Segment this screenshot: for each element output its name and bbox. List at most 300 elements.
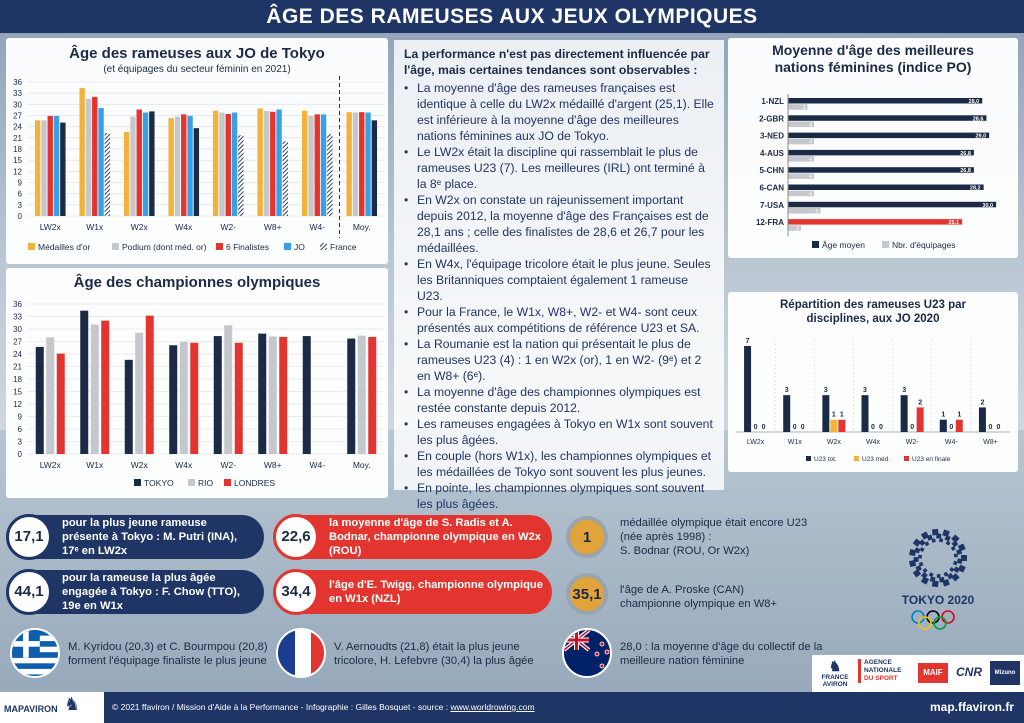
legend-swatch — [188, 479, 195, 486]
rowing-icon: ♞ — [64, 694, 81, 714]
bar-value: 1 — [839, 411, 844, 419]
emblem-tile — [953, 561, 957, 565]
legend-label: Médailles d'or — [38, 242, 91, 252]
tokyo-age-chart — [6, 38, 388, 264]
medal-u23-text — [620, 516, 807, 558]
medal-proske-text — [620, 583, 777, 611]
legend-swatch — [904, 456, 909, 461]
bar — [368, 337, 376, 454]
emblem-tile — [913, 557, 918, 562]
bar — [308, 116, 313, 216]
bar — [862, 395, 869, 432]
bar — [187, 116, 192, 216]
analysis-bullets — [404, 80, 716, 512]
y-tick-label: 18 — [13, 145, 22, 154]
legend-swatch — [806, 456, 811, 461]
champions-age-chart — [6, 268, 388, 498]
age-bar — [788, 219, 962, 225]
bar — [238, 135, 243, 216]
y-tick-label: 18 — [13, 375, 22, 384]
nation-label: 6-CAN — [759, 183, 784, 193]
bar-value: 1 — [831, 411, 836, 419]
legend-swatch — [28, 243, 35, 250]
age-value: 25,1 — [948, 220, 960, 227]
crew-value: 4 — [808, 191, 812, 198]
legend-swatch — [854, 456, 859, 461]
nation-label: 4-AUS — [759, 148, 784, 158]
bar — [180, 342, 188, 454]
bar — [979, 407, 986, 432]
bar-value: 1 — [941, 411, 946, 419]
y-tick-label: 33 — [13, 89, 22, 99]
crew-value: 4 — [808, 174, 812, 181]
fact-oldest — [8, 570, 264, 614]
y-tick-label: 36 — [13, 78, 22, 87]
legend-swatch — [882, 241, 889, 248]
bar-value: 3 — [902, 387, 907, 395]
bar — [48, 116, 53, 216]
legend-swatch — [812, 241, 819, 248]
x-tick-label: W1x — [86, 222, 104, 232]
brand-name: MAPAVIRON — [4, 704, 58, 714]
nation-label: 3-NED — [759, 131, 784, 141]
text-line: tricolore, H. Lefebvre (30,4) la plus âgée — [334, 655, 534, 667]
emblem-tile — [942, 529, 950, 537]
nation-label: 7-USA — [759, 200, 784, 210]
chart-title: Répartition des rameuses U23 par disciplines, aux JO 2020 — [780, 299, 966, 325]
bar — [346, 112, 351, 216]
bar — [257, 108, 262, 216]
bar — [137, 110, 142, 216]
x-tick-label: Moy. — [352, 222, 371, 232]
bar-value: 2 — [980, 399, 985, 407]
legend-label: Podium (dont méd. or) — [122, 242, 207, 252]
bar — [270, 112, 275, 216]
text-line: M. Kyridou (20,3) et C. Bourmpou (20,8) — [68, 641, 268, 653]
map-aviron-logo — [0, 692, 104, 723]
emblem-tile — [949, 567, 954, 572]
bar — [60, 123, 65, 216]
analysis-bullet: • En W4x, l'équipage tricolore était le plus jeune. Seules les Britanniques comptaient également 1 rameuse U23. — [404, 256, 716, 304]
bar — [181, 114, 186, 216]
bar-value: 0 — [800, 424, 805, 431]
bar — [36, 347, 44, 454]
sponsor-logos — [812, 655, 1024, 692]
bar-value: 1 — [957, 411, 962, 419]
emblem-tile — [946, 541, 951, 546]
legend-swatch — [216, 243, 223, 250]
x-tick-label: W2- — [905, 439, 919, 446]
logo-text: FRANCE — [821, 674, 849, 681]
x-tick-label: Moy. — [352, 460, 371, 470]
age-value: 28,2 — [969, 185, 981, 192]
bar-value: 0 — [753, 424, 758, 431]
logo-text: NATIONALE — [864, 667, 902, 674]
crew-value: 4 — [808, 139, 812, 146]
legend-label: U23 tot. — [814, 456, 837, 463]
y-tick-label: 12 — [13, 167, 22, 177]
tokyo-2020-logo — [888, 520, 988, 630]
y-tick-label: 30 — [13, 325, 22, 334]
age-bar — [788, 150, 974, 156]
bar — [365, 113, 370, 216]
ans-logo — [858, 659, 914, 683]
legend-label: 6 Finalistes — [226, 242, 269, 252]
ffaviron-logo — [816, 659, 854, 688]
bar — [327, 134, 332, 216]
analysis-bullet: • La moyenne d'âge des championnes olympiques est restée constante depuis 2012. — [404, 384, 716, 416]
bar — [41, 120, 46, 216]
x-tick-label: W8+ — [263, 222, 282, 232]
y-tick-label: 6 — [17, 425, 22, 434]
analysis-heading: La performance n'est pas directement influencée par l'âge, mais certaines tendances sont observables : — [404, 47, 710, 77]
fact-youngest — [8, 515, 264, 559]
bar — [224, 325, 232, 454]
bar — [822, 395, 829, 432]
bar — [213, 111, 218, 216]
bar — [232, 113, 237, 216]
y-tick-label: 27 — [13, 111, 22, 121]
text-line: médaillée olympique était encore U23 — [620, 517, 808, 529]
text-line: forment l'équipage finaliste le plus jeune — [68, 655, 267, 667]
bar — [219, 113, 224, 216]
bar — [190, 343, 198, 454]
chart-title: Moyenne d'âge des meilleures nations féminines (indice PO) — [772, 42, 974, 75]
legend-label: U23 méd. — [862, 456, 891, 463]
analysis-bullet: • Pour la France, le W1x, W8+, W2- et W4- sont ceux présentés aux compétitions de référence U23 et SA. — [404, 304, 716, 336]
bar — [321, 114, 326, 216]
age-value: 28,6 — [972, 116, 984, 123]
y-tick-label: 15 — [13, 156, 22, 166]
bar-value: 0 — [792, 424, 797, 431]
x-tick-label: W4x — [866, 439, 880, 446]
new-zealand-flag-icon — [562, 628, 612, 678]
bar — [130, 117, 135, 216]
logo-text: AGENCE — [864, 659, 892, 666]
bar — [358, 336, 366, 454]
legend-swatch — [112, 243, 119, 250]
crew-value: 5 — [815, 208, 819, 215]
x-tick-label: W8+ — [983, 439, 998, 446]
bar — [372, 120, 377, 216]
y-tick-label: 3 — [17, 200, 22, 210]
age-value: 29,0 — [975, 133, 987, 140]
bar — [269, 337, 277, 455]
bar-value: 3 — [823, 387, 828, 395]
bar — [917, 407, 924, 432]
logo-text: AVIRON — [822, 681, 848, 688]
bar — [279, 337, 287, 454]
u23-chart — [728, 292, 1018, 472]
bar-value: 7 — [745, 338, 750, 345]
nations-chart-panel — [728, 38, 1018, 258]
analysis-bullet: • En couple (hors W1x), les championnes olympiques et les médaillées de Tokyo sont souvent les plus jeunes. — [404, 448, 716, 480]
footer-credit — [112, 702, 535, 712]
legend-swatch — [224, 479, 231, 486]
chart-subtitle: (et équipages du secteur féminin en 2021) — [103, 64, 291, 75]
bar — [169, 345, 177, 454]
age-bar — [788, 133, 989, 139]
x-tick-label: W4- — [309, 222, 326, 232]
bar — [79, 88, 84, 216]
emblem-tile — [954, 553, 958, 557]
emblem-tile — [918, 555, 922, 559]
analysis-bullet: • Le LW2x était la discipline qui rassemblait le plus de rameuses U23 (7). Les meilleures (IRL) ont terminé à la 8ᵉ place. — [404, 144, 716, 192]
age-value: 26,8 — [960, 168, 971, 175]
age-bar — [788, 167, 974, 173]
source-link[interactable]: www.worldrowing.com — [450, 702, 535, 712]
tokyo-2020-emblem — [888, 520, 988, 630]
bar — [359, 112, 364, 216]
bar — [303, 336, 311, 454]
bar — [175, 117, 180, 216]
medal-proske-age: 35,1 — [566, 573, 608, 615]
y-tick-label: 9 — [17, 412, 22, 422]
emblem-tile — [951, 540, 958, 547]
nations-age-chart — [728, 38, 1018, 258]
bar — [347, 339, 355, 454]
bar — [264, 111, 269, 216]
x-tick-label: W8+ — [263, 460, 282, 470]
y-tick-label: 24 — [13, 350, 22, 359]
crew-value: 3 — [802, 105, 806, 111]
bar-value: 0 — [761, 424, 766, 431]
bar — [838, 420, 845, 432]
bar — [92, 97, 97, 216]
x-tick-label: W4x — [175, 222, 193, 232]
bar — [80, 311, 88, 454]
u23-chart-panel — [728, 292, 1018, 472]
x-tick-label: W2- — [220, 460, 237, 470]
nation-label: 5-CHN — [759, 166, 784, 176]
bar — [830, 420, 837, 432]
cnr-logo: CNR — [956, 665, 982, 679]
bar-value: 2 — [918, 399, 923, 407]
age-value: 28,0 — [968, 99, 980, 105]
bar — [149, 111, 154, 216]
fact-number: 17,1 — [6, 514, 52, 560]
x-tick-label: W1x — [86, 460, 104, 470]
y-tick-label: 30 — [13, 100, 22, 110]
x-tick-label: W2- — [220, 222, 237, 232]
crew-value: 4 — [808, 122, 812, 129]
fact-w1x-champion — [275, 570, 552, 614]
bar — [276, 110, 281, 216]
bar — [235, 343, 243, 454]
crew-bar — [788, 225, 801, 231]
footer — [0, 692, 1024, 723]
y-tick-label: 9 — [17, 178, 22, 188]
emblem-tile — [921, 572, 928, 579]
emblem-tile — [919, 539, 926, 546]
bar-value: 0 — [996, 424, 1001, 431]
text-line: 28,0 : la moyenne d'âge du collectif de la — [620, 641, 823, 653]
nation-label: 1-NZL — [761, 97, 784, 106]
nation-label: 2-GBR — [759, 114, 784, 124]
chart-title: Âge des championnes olympiques — [73, 274, 321, 291]
tokyo-2020-label: TOKYO 2020 — [901, 593, 975, 607]
y-tick-label: 15 — [13, 387, 22, 397]
bar — [283, 141, 288, 216]
text-line: championne olympique en W8+ — [620, 598, 778, 610]
bar — [135, 333, 143, 454]
bar — [54, 116, 59, 216]
bar — [105, 133, 110, 216]
bar — [226, 114, 231, 216]
bar-value: 3 — [784, 387, 789, 395]
bar — [125, 360, 133, 454]
bar — [146, 316, 154, 454]
age-bar — [788, 115, 986, 121]
analysis-bullet: • Les rameuses engagées à Tokyo en W1x sont souvent les plus âgées. — [404, 416, 716, 448]
text-line: S. Bodnar (ROU, Or W2x) — [620, 545, 750, 557]
emblem-tile — [957, 558, 962, 563]
new-zealand-text — [620, 640, 822, 668]
emblem-tile — [939, 538, 943, 542]
x-tick-label: W2x — [130, 222, 148, 232]
x-tick-label: W1x — [787, 439, 802, 446]
text-line: (née après 1998) : — [620, 531, 712, 543]
france-text — [334, 640, 534, 668]
bar — [258, 334, 266, 454]
france-flag-icon — [276, 628, 326, 678]
x-tick-label: LW2x — [39, 222, 61, 232]
age-bar — [788, 202, 996, 208]
chart-title: Âge des rameuses aux JO de Tokyo — [69, 45, 325, 62]
emblem-tile — [953, 566, 960, 573]
bar — [101, 321, 109, 454]
legend-label: Âge moyen — [822, 240, 865, 250]
legend-swatch — [134, 479, 141, 486]
fact-number: 34,4 — [273, 569, 319, 615]
age-value: 30,0 — [982, 202, 994, 209]
maif-logo: MAIF — [918, 663, 948, 683]
y-tick-label: 12 — [13, 400, 22, 409]
analysis-bullet: • La moyenne d'âge des rameuses françaises est identique à celle du LW2x médaillé d'argent (25,1). Elle est inférieure à la moyenne d'âge des meilleures nations féminines aux JO de Tokyo. — [404, 80, 716, 144]
x-tick-label: W2x — [130, 460, 148, 470]
emblem-tile — [929, 572, 934, 577]
fact-text: l'âge d'E. Twigg, championne olympique en W1x (NZL) — [329, 579, 543, 605]
y-tick-label: 6 — [17, 189, 22, 199]
champions-chart-panel — [6, 268, 388, 498]
emblem-tile — [920, 547, 925, 552]
crew-value: 4 — [808, 156, 812, 163]
bar — [315, 114, 320, 216]
legend-swatch — [320, 243, 327, 250]
tokyo-chart-panel — [6, 38, 388, 264]
x-tick-label: LW2x — [746, 439, 765, 446]
y-tick-label: 24 — [13, 122, 22, 132]
text-line: l'âge de A. Proske (CAN) — [620, 584, 745, 596]
y-tick-label: 0 — [17, 212, 22, 221]
bar-value: 0 — [871, 424, 875, 431]
analysis-bullet: • En W2x on constate un rajeunissement important depuis 2012, la moyenne d'âge des Françaises est de 28,1 ans ; celle des finalistes de 28,6 et 26,7 pour les médaillées. — [404, 192, 716, 256]
legend-label: LONDRES — [234, 478, 276, 488]
bar — [302, 111, 307, 216]
y-tick-label: 0 — [17, 450, 22, 459]
analysis-bullet: • La Roumanie est la nation qui présentait le plus de rameuses U23 (4) : 1 en W2x (or), 1 en W2- (9ᵉ) et 2 en W8+ (6ᵉ). — [404, 336, 716, 384]
fact-text: la moyenne d'âge de S. Radis et A. Bodnar, championne olympique en W2x (ROU) — [329, 517, 541, 557]
bar — [901, 395, 908, 432]
y-tick-label: 33 — [13, 312, 22, 322]
y-tick-label: 21 — [13, 133, 22, 143]
emblem-tile — [936, 534, 941, 539]
bar — [124, 132, 129, 216]
bar-value: 3 — [863, 387, 867, 395]
age-bar — [788, 185, 984, 191]
bar — [168, 118, 173, 216]
bar-value: 0 — [910, 424, 915, 431]
analysis-text — [394, 40, 724, 511]
bar — [143, 113, 148, 216]
medal-u23-count: 1 — [566, 516, 608, 558]
legend-label: RIO — [198, 478, 214, 488]
bar — [57, 354, 65, 454]
y-tick-label: 36 — [13, 300, 22, 309]
bar — [783, 395, 790, 432]
crew-value: 2 — [795, 226, 799, 233]
page-title: ÂGE DES RAMEUSES AUX JEUX OLYMPIQUES — [0, 0, 1024, 33]
fact-text: pour la plus jeune rameuse présente à Tokyo : M. Putri (INA), 17ᵉ en LW2x — [62, 517, 238, 557]
age-bar — [788, 98, 982, 104]
bar — [35, 120, 40, 216]
legend-swatch — [284, 243, 291, 250]
bar-value: 0 — [949, 424, 954, 431]
emblem-tile — [923, 568, 928, 573]
bar — [940, 420, 947, 432]
bar — [91, 324, 99, 454]
bar — [956, 420, 963, 432]
fact-number: 22,6 — [273, 514, 319, 560]
fact-w2x-champions — [275, 515, 552, 559]
legend-label: TOKYO — [144, 478, 174, 488]
analysis-bullet: • En pointe, les championnes olympiques sont souvent les plus âgées. — [404, 480, 716, 512]
mizuno-logo: Mizuno — [990, 661, 1020, 685]
legend-label: JO — [294, 242, 305, 252]
x-tick-label: W4- — [309, 460, 326, 470]
bar — [46, 337, 54, 454]
bar — [353, 113, 358, 216]
legend-label: France — [330, 242, 357, 252]
rooster-icon: ♞ — [828, 658, 842, 674]
bar — [86, 99, 91, 216]
bar — [98, 108, 103, 216]
emblem-tile — [924, 541, 929, 546]
legend-label: U23 en finale — [912, 456, 951, 463]
credit-text: © 2021 ffaviron / Mission d'Aide à la Performance - Infographie : Gilles Bosquet - source : — [112, 702, 451, 712]
bar-value: 0 — [879, 424, 883, 431]
bar — [194, 128, 199, 216]
footer-site[interactable]: map.ffaviron.fr — [929, 700, 1014, 714]
x-tick-label: W4- — [944, 439, 958, 446]
text-line: V. Aernoudts (21,8) était la plus jeune — [334, 641, 520, 653]
bar — [744, 346, 751, 432]
nation-label: 12-FRA — [755, 218, 784, 228]
x-tick-label: W4x — [175, 460, 193, 470]
y-tick-label: 3 — [17, 437, 22, 447]
bar-value: 0 — [988, 424, 993, 431]
y-tick-label: 21 — [13, 362, 22, 372]
greece-text — [68, 640, 268, 668]
x-tick-label: W2x — [826, 439, 841, 446]
age-value: 26,8 — [960, 150, 971, 157]
fact-number: 44,1 — [6, 569, 52, 615]
legend-label: Nbr. d'équipages — [892, 240, 956, 250]
greece-flag-icon — [10, 628, 60, 678]
x-tick-label: LW2x — [39, 460, 61, 470]
logo-text: DU SPORT — [864, 675, 898, 682]
fact-text: pour la rameuse la plus âgée engagée à Tokyo : F. Chow (TTO), 19e en W1x — [62, 572, 240, 612]
